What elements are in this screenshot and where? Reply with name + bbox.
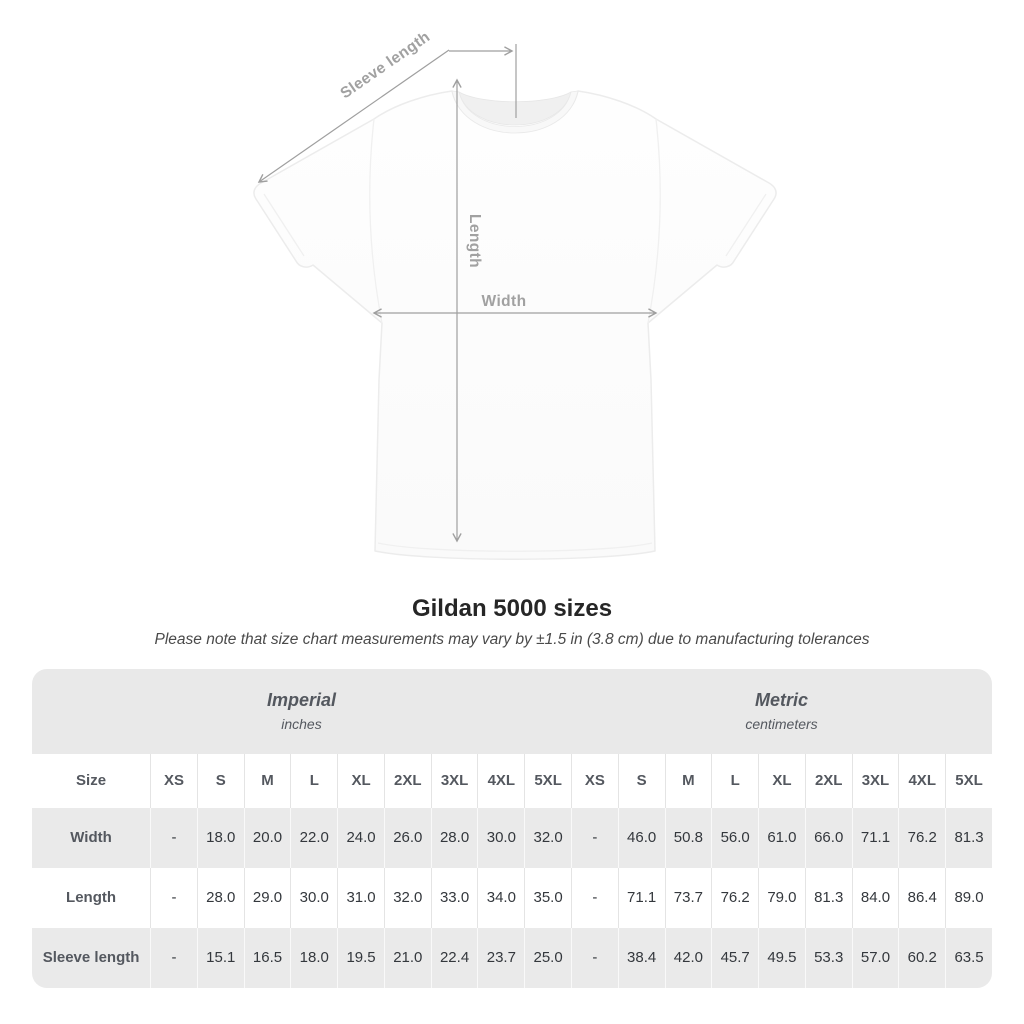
- size-col-header-metric-5xl: 5XL: [945, 754, 992, 808]
- sleeve-length-label: Sleeve length: [337, 28, 434, 103]
- size-value-cell: 35.0: [524, 868, 571, 928]
- size-value-cell: 84.0: [852, 868, 899, 928]
- page-title: Gildan 5000 sizes: [411, 595, 613, 622]
- size-value-cell: 76.2: [711, 868, 758, 928]
- size-value-cell: 15.1: [197, 928, 244, 988]
- size-col-header-imperial-5xl: 5XL: [524, 754, 571, 808]
- tolerance-note: Please note that size chart measurements may vary by ±1.5 in (3.8 cm) due to manufacturing tolerances: [154, 630, 870, 648]
- size-value-cell: 76.2: [898, 808, 945, 868]
- size-value-cell: 18.0: [197, 808, 244, 868]
- size-value-cell: 42.0: [665, 928, 712, 988]
- size-value-cell: 18.0: [290, 928, 337, 988]
- imperial-header: [32, 669, 571, 754]
- size-value-cell: 81.3: [805, 868, 852, 928]
- size-value-cell: 24.0: [337, 808, 384, 868]
- size-value-cell: 21.0: [384, 928, 431, 988]
- size-value-cell: -: [150, 868, 197, 928]
- size-col-header-imperial-2xl: 2XL: [384, 754, 431, 808]
- metric-header: [571, 669, 992, 754]
- size-col-header-imperial-xs: XS: [150, 754, 197, 808]
- size-col-header-imperial-l: L: [290, 754, 337, 808]
- tshirt-illustration: [254, 91, 776, 559]
- size-value-cell: 16.5: [244, 928, 291, 988]
- size-value-cell: 20.0: [244, 808, 291, 868]
- size-value-cell: 73.7: [665, 868, 712, 928]
- size-col-header-metric-s: S: [618, 754, 665, 808]
- table-row-length: [32, 868, 992, 928]
- size-value-cell: 32.0: [384, 868, 431, 928]
- size-value-cell: 28.0: [197, 868, 244, 928]
- metric-label: Metric: [754, 690, 808, 711]
- size-col-header-imperial-3xl: 3XL: [431, 754, 478, 808]
- size-value-cell: 22.0: [290, 808, 337, 868]
- table-row-width: [32, 808, 992, 868]
- size-column-title: Size: [32, 754, 150, 808]
- size-value-cell: 28.0: [431, 808, 478, 868]
- size-chart-table: [32, 669, 992, 988]
- size-col-header-metric-2xl: 2XL: [805, 754, 852, 808]
- size-value-cell: 19.5: [337, 928, 384, 988]
- size-value-cell: 30.0: [290, 868, 337, 928]
- size-col-header-metric-xl: XL: [758, 754, 805, 808]
- size-value-cell: 63.5: [945, 928, 992, 988]
- size-col-header-metric-m: M: [665, 754, 712, 808]
- size-chart: [32, 669, 992, 988]
- size-value-cell: -: [571, 808, 618, 868]
- size-value-cell: -: [150, 808, 197, 868]
- size-value-cell: 66.0: [805, 808, 852, 868]
- width-label: Width: [481, 293, 527, 310]
- size-col-header-metric-l: L: [711, 754, 758, 808]
- size-value-cell: 86.4: [898, 868, 945, 928]
- size-value-cell: 30.0: [477, 808, 524, 868]
- size-col-header-metric-3xl: 3XL: [852, 754, 899, 808]
- size-col-header-imperial-s: S: [197, 754, 244, 808]
- size-value-cell: 45.7: [711, 928, 758, 988]
- size-col-header-imperial-m: M: [244, 754, 291, 808]
- size-value-cell: 38.4: [618, 928, 665, 988]
- size-value-cell: 22.4: [431, 928, 478, 988]
- size-value-cell: 71.1: [618, 868, 665, 928]
- table-row-sleeve-length: [32, 928, 992, 988]
- size-value-cell: 33.0: [431, 868, 478, 928]
- size-value-cell: 60.2: [898, 928, 945, 988]
- size-col-header-imperial-xl: XL: [337, 754, 384, 808]
- size-value-cell: 46.0: [618, 808, 665, 868]
- measurement-label: Length: [32, 868, 150, 928]
- measurement-label: Sleeve length: [32, 928, 150, 988]
- size-value-cell: 61.0: [758, 808, 805, 868]
- size-value-cell: 34.0: [477, 868, 524, 928]
- size-value-cell: -: [571, 868, 618, 928]
- size-value-cell: 89.0: [945, 868, 992, 928]
- length-label: Length: [466, 213, 483, 269]
- size-header-row: [32, 754, 992, 808]
- size-value-cell: -: [571, 928, 618, 988]
- imperial-label: Imperial: [266, 690, 336, 711]
- size-value-cell: 81.3: [945, 808, 992, 868]
- size-value-cell: 32.0: [524, 808, 571, 868]
- measurement-label: Width: [32, 808, 150, 868]
- unit-header-row: [32, 669, 992, 754]
- size-value-cell: 26.0: [384, 808, 431, 868]
- size-value-cell: 79.0: [758, 868, 805, 928]
- size-value-cell: 29.0: [244, 868, 291, 928]
- imperial-unit-label: inches: [281, 716, 322, 733]
- size-value-cell: 23.7: [477, 928, 524, 988]
- size-col-header-metric-4xl: 4XL: [898, 754, 945, 808]
- size-value-cell: 53.3: [805, 928, 852, 988]
- size-value-cell: 49.5: [758, 928, 805, 988]
- size-value-cell: 57.0: [852, 928, 899, 988]
- size-value-cell: 56.0: [711, 808, 758, 868]
- size-value-cell: 25.0: [524, 928, 571, 988]
- size-col-header-imperial-4xl: 4XL: [477, 754, 524, 808]
- size-value-cell: 71.1: [852, 808, 899, 868]
- metric-unit-label: centimeters: [745, 716, 818, 733]
- size-value-cell: -: [150, 928, 197, 988]
- size-col-header-metric-xs: XS: [571, 754, 618, 808]
- size-value-cell: 31.0: [337, 868, 384, 928]
- size-value-cell: 50.8: [665, 808, 712, 868]
